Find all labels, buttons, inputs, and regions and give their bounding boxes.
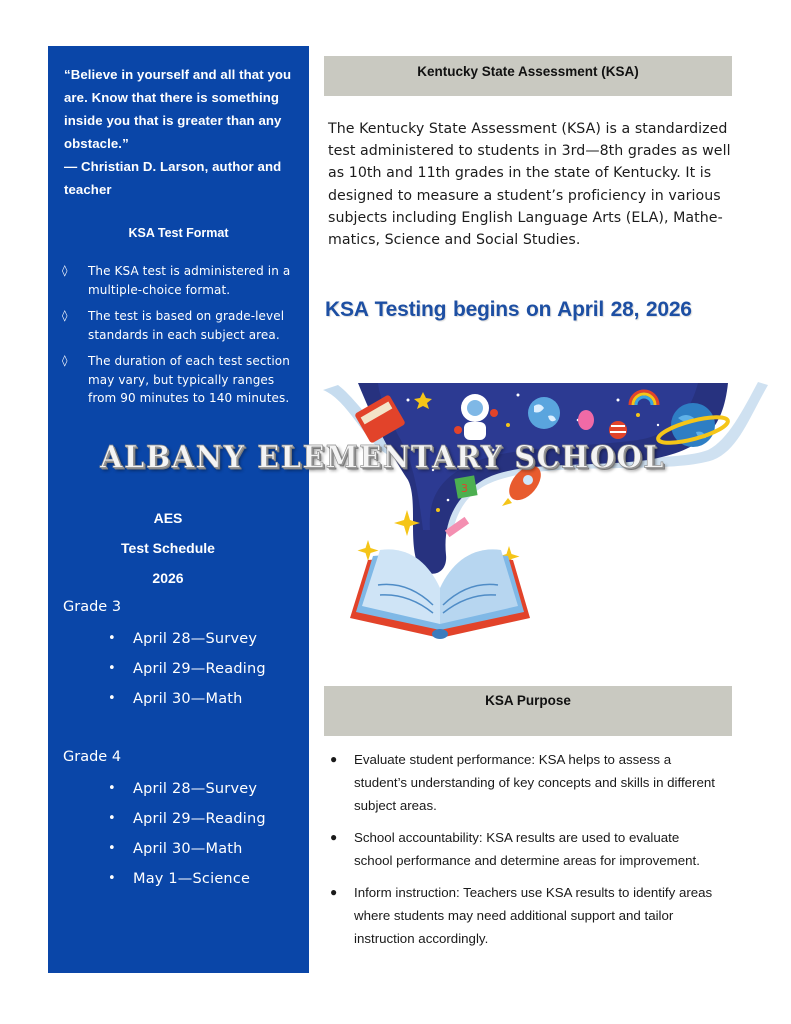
svg-text:3: 3: [461, 482, 468, 495]
format-title: KSA Test Format: [128, 226, 229, 240]
schedule-item: [108, 689, 266, 719]
diamond-bullet-icon: ◊: [62, 264, 68, 277]
schedule-item: [108, 869, 266, 899]
bullet-icon: •: [108, 631, 116, 646]
grade-3-schedule: [108, 629, 266, 719]
bullet-icon: •: [108, 781, 116, 796]
quote-block: [64, 63, 299, 201]
schedule-item: [108, 659, 266, 689]
quote-author: — Christian D. Larson, author and teacher: [64, 159, 282, 197]
school-name-banner: ALBANY ELEMENTARY SCHOOL: [100, 439, 665, 475]
schedule-item: [108, 629, 266, 659]
purpose-item: [330, 826, 720, 872]
format-item: [62, 307, 302, 344]
ksa-header: Kentucky State Assessment (KSA): [324, 56, 732, 96]
ksa-intro-paragraph: The Kentucky State Assessment (KSA) is a standardized test administered to students in 3rd—8th grades as well as 10th and 11th grades in the state of Kentucky. It is designed to measure a student’s proficiency in various subjects including English Language Arts (ELA), Mathe-matics, Science and Social Studies.: [328, 121, 731, 249]
schedule-item: [108, 779, 266, 809]
schedule-item-text: April 28—Survey: [133, 631, 258, 647]
bullet-icon: ●: [330, 830, 338, 844]
schedule-item: [108, 839, 266, 869]
purpose-item-text: Evaluate student performance: KSA helps to assess a student’s understanding of key concepts and skills in different subject areas.: [354, 752, 715, 813]
purpose-item-text: School accountability: KSA results are used to evaluate school performance and determine areas for improvement.: [354, 830, 700, 868]
bullet-icon: •: [108, 661, 116, 676]
schedule-item-text: May 1—Science: [133, 871, 251, 887]
purpose-item: [330, 748, 720, 817]
schedule-item-text: April 29—Reading: [133, 661, 266, 677]
schedule-item-text: April 28—Survey: [133, 781, 258, 797]
format-item: [62, 352, 302, 408]
format-list: [62, 262, 302, 416]
purpose-item-text: Inform instruction: Teachers use KSA results to identify areas where students may need additional support and tailor instruction accordingly.: [354, 885, 713, 946]
schedule-title: Test Schedule: [121, 540, 215, 556]
purpose-header: KSA Purpose: [324, 686, 732, 736]
quote-text: “Believe in yourself and all that you are. Know that there is something inside you that is greater than any obstacle.”: [64, 67, 292, 151]
format-item: [62, 262, 302, 299]
schedule-item-text: April 29—Reading: [133, 811, 266, 827]
format-item-text: The duration of each test section may vary, but typically ranges from 90 minutes to 140 minutes.: [88, 354, 290, 405]
schedule-year: 2026: [152, 570, 184, 586]
bullet-icon: •: [108, 871, 116, 886]
bullet-icon: ●: [330, 885, 338, 899]
format-item-text: The KSA test is administered in a multiple-choice format.: [88, 264, 291, 297]
bullet-icon: •: [108, 691, 116, 706]
schedule-item: [108, 809, 266, 839]
grade-4-schedule: [108, 779, 266, 899]
diamond-bullet-icon: ◊: [62, 309, 68, 322]
bullet-icon: •: [108, 811, 116, 826]
schedule-item-text: April 30—Math: [133, 841, 243, 857]
purpose-list: [330, 748, 720, 959]
open-book-space-illustration: [318, 380, 773, 650]
grade-4-label: Grade 4: [63, 749, 122, 765]
bullet-icon: •: [108, 841, 116, 856]
schedule-item-text: April 30—Math: [133, 691, 243, 707]
diamond-bullet-icon: ◊: [62, 354, 68, 367]
purpose-item: [330, 881, 720, 950]
grade-3-label: Grade 3: [63, 599, 122, 615]
schedule-school: AES: [153, 510, 183, 526]
testing-begins-headline: KSA Testing begins on April 28, 2026: [325, 298, 692, 321]
bullet-icon: ●: [330, 752, 338, 766]
sidebar-panel: [48, 46, 309, 973]
format-item-text: The test is based on grade-level standards in each subject area.: [88, 309, 285, 342]
